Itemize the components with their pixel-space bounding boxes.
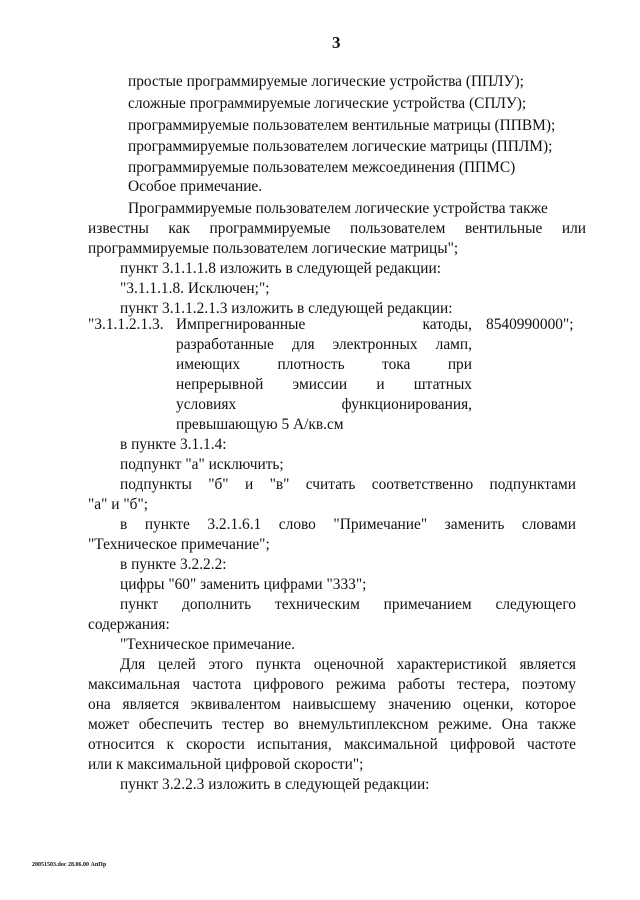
text-line: Программируемые пользователем логические устройства также: [128, 200, 548, 217]
text-line: сложные программируемые логические устройства (СПЛУ);: [128, 95, 527, 112]
table-code: "3.1.1.2.1.3.: [88, 316, 164, 333]
table-cell: превышающую 5 А/кв.см: [176, 416, 344, 433]
text-line: максимальная частота цифрового режима работы тестера, поэтому: [88, 676, 576, 693]
text-line: в пункте 3.2.1.6.1 слово "Примечание" заменить словами: [120, 516, 576, 533]
text-line: "Техническое примечание";: [88, 536, 270, 553]
text-line: Для целей этого пункта оценочной характеристикой является: [120, 656, 576, 673]
page-number: 3: [332, 33, 341, 52]
text-line: она является эквивалентом наивысшему значению оценки, которое: [88, 696, 576, 713]
text-line: пункт 3.1.1.1.8 изложить в следующей редакции:: [120, 260, 441, 277]
text-line: цифры "60" заменить цифрами "333";: [120, 576, 367, 593]
table-cell: условиях функционирования,: [176, 396, 472, 413]
table-cell: имеющих плотность тока при: [176, 356, 472, 373]
text-line: подпункт "а" исключить;: [120, 456, 284, 473]
text-line: пункт 3.2.2.3 изложить в следующей редакции:: [120, 776, 430, 793]
text-line: программируемые пользователем вентильные матрицы (ППВМ);: [128, 117, 556, 134]
footer-filename: 20051503.doc 28.06.00 АпПр: [32, 862, 107, 868]
text-line: программируемые пользователем межсоединения (ППМС): [128, 159, 516, 176]
text-line: Особое примечание.: [128, 178, 263, 195]
text-line: программируемые пользователем логические матрицы (ППЛМ);: [128, 138, 553, 155]
table-tnved: 8540990000";: [486, 316, 574, 333]
text-line: может обеспечить тестер во внемультиплексном режиме. Она также: [88, 716, 576, 733]
text-line: "а" и "б";: [88, 496, 148, 513]
text-line: пункт дополнить техническим примечанием следующего: [120, 596, 576, 613]
text-line: программируемые пользователем логические матрицы";: [88, 240, 459, 257]
table-cell: непрерывной эмиссии и штатных: [176, 376, 472, 393]
text-line: "Техническое примечание.: [120, 636, 296, 653]
text-line: содержания:: [88, 616, 170, 633]
text-line: простые программируемые логические устройства (ППЛУ);: [128, 73, 524, 90]
text-line: относится к скорости испытания, максимальной цифровой частоте: [88, 736, 576, 753]
text-line: "3.1.1.1.8. Исключен;";: [120, 280, 270, 297]
table-cell: разработанные для электронных ламп,: [176, 336, 472, 353]
text-line: известны как программируемые пользователем вентильные или: [88, 220, 586, 237]
text-line: или к максимальной цифровой скорости";: [88, 756, 364, 773]
text-line: в пункте 3.2.2.2:: [120, 556, 227, 573]
text-line: подпункты "б" и "в" считать соответственно подпунктами: [120, 476, 576, 493]
text-line: пункт 3.1.1.2.1.3 изложить в следующей редакции:: [120, 300, 453, 317]
text-line: в пункте 3.1.1.4:: [120, 436, 227, 453]
table-cell: Импрегнированные катоды,: [176, 316, 472, 333]
